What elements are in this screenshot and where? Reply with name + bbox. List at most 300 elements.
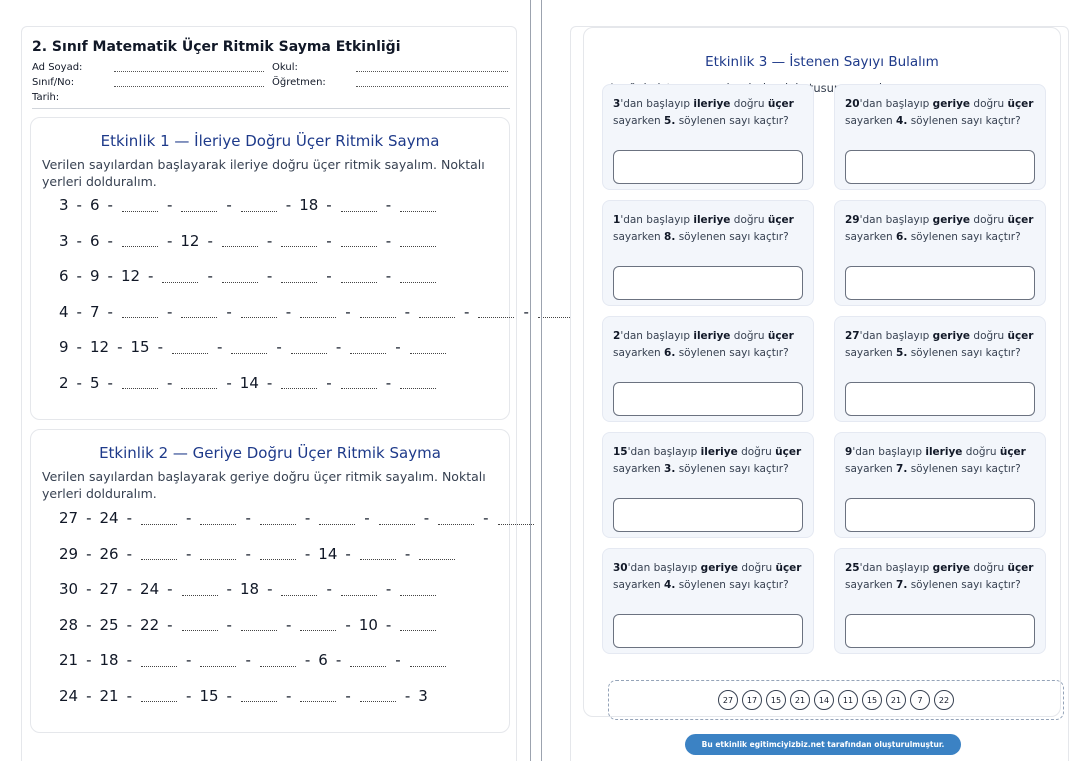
question-part: 3 (613, 98, 621, 110)
info-row-date (32, 91, 510, 104)
question-part: sayarken (845, 347, 893, 359)
dash-separator: - (186, 651, 192, 669)
dash-separator: - (385, 231, 392, 250)
page-divider (530, 0, 531, 761)
question-card (834, 84, 1046, 190)
question-part: üçer (767, 214, 794, 226)
given-number: 14 (318, 544, 338, 563)
given-number: 24 (99, 509, 119, 527)
question-text (613, 96, 809, 130)
dash-separator: - (226, 196, 232, 214)
answer-blank[interactable] (162, 270, 198, 283)
given-number: 28 (59, 615, 79, 634)
question-part: üçer (775, 562, 802, 574)
question-part: 20 (845, 98, 860, 110)
answer-chip: 11 (838, 690, 858, 710)
dash-separator: - (245, 544, 251, 563)
dash-separator: - (148, 267, 154, 285)
answer-blank[interactable] (341, 376, 377, 389)
answer-blank[interactable] (181, 305, 217, 318)
activity1-row (53, 336, 453, 358)
question-part: geriye (932, 562, 971, 574)
question-part: doğru (973, 98, 1005, 110)
dash-separator: - (207, 231, 213, 250)
answer-blank[interactable] (300, 618, 336, 631)
answer-blank[interactable] (200, 547, 236, 560)
given-number: 3 (59, 231, 69, 250)
question-part: 25 (845, 562, 860, 574)
dash-separator: - (157, 338, 163, 356)
given-number: 25 (99, 615, 119, 634)
question-part: 7. (896, 579, 908, 591)
question-card (834, 200, 1046, 306)
activity1-description: Verilen sayılardan başlayarak ileriye doğru üçer ritmik sayalım. Noktalı yerleri dolduralım. (42, 157, 485, 189)
answer-blank[interactable] (341, 583, 377, 596)
dash-separator: - (266, 267, 273, 285)
answer-blank[interactable] (281, 583, 317, 596)
question-text (845, 560, 1041, 594)
answer-blank[interactable] (300, 305, 336, 318)
activity1-row (53, 194, 443, 216)
question-part: 7. (896, 463, 908, 475)
given-number: 12 (89, 338, 110, 356)
name-label: Ad Soyad: (32, 62, 83, 73)
activity2-row (53, 578, 443, 600)
answer-blank[interactable] (122, 376, 158, 389)
activity2-row (53, 507, 541, 529)
question-text (613, 212, 809, 246)
given-number: 22 (140, 615, 160, 634)
activity2-row (53, 685, 434, 707)
question-part: ileriye (700, 446, 738, 458)
answer-box[interactable] (845, 498, 1035, 532)
answer-blank[interactable] (260, 512, 296, 525)
dash-separator: - (186, 509, 192, 527)
dash-separator: - (335, 651, 342, 669)
question-part: 6. (664, 347, 676, 359)
dash-separator: - (86, 686, 92, 705)
dash-separator: - (207, 267, 213, 285)
answer-blank[interactable] (341, 234, 377, 247)
question-part: sayarken (613, 115, 661, 127)
answer-box[interactable] (613, 498, 803, 532)
header-separator (32, 108, 510, 109)
answer-blank[interactable] (222, 270, 258, 283)
question-part: 30 (613, 562, 628, 574)
answer-blank[interactable] (410, 654, 446, 667)
activity1-title: Etkinlik 1 — İleriye Doğru Üçer Ritmik Sayma (100, 132, 440, 150)
dash-separator: - (267, 580, 273, 598)
answer-blank[interactable] (538, 305, 574, 318)
dash-separator: - (404, 544, 411, 563)
dash-separator: - (345, 544, 351, 563)
question-part: 15 (613, 446, 628, 458)
answer-box[interactable] (845, 382, 1035, 416)
question-part: üçer (767, 330, 794, 342)
dash-separator: - (126, 544, 133, 563)
dash-separator: - (404, 302, 411, 321)
answer-blank[interactable] (241, 305, 277, 318)
question-card (602, 200, 814, 306)
dash-separator: - (523, 302, 529, 321)
dash-separator: - (117, 338, 123, 356)
question-part: söylenen sayı kaçtır? (910, 347, 1021, 359)
dash-separator: - (423, 509, 430, 527)
dash-separator: - (385, 373, 392, 392)
question-part: 1 (613, 214, 621, 226)
question-part: 'dan başlayıp (620, 98, 691, 110)
question-card (834, 432, 1046, 538)
class-field[interactable] (114, 86, 264, 87)
given-number: 15 (199, 686, 219, 705)
answer-blank[interactable] (341, 270, 377, 283)
answer-blank[interactable] (300, 689, 336, 702)
question-part: doğru (973, 562, 1005, 574)
answer-blank[interactable] (181, 199, 217, 212)
question-part: 'dan başlayıp (627, 562, 698, 574)
question-part: söylenen sayı kaçtır? (910, 463, 1021, 475)
question-part: 5. (664, 115, 676, 127)
answer-blank[interactable] (141, 547, 177, 560)
dash-separator: - (166, 373, 173, 392)
question-part: söylenen sayı kaçtır? (678, 115, 789, 127)
dash-separator: - (107, 373, 113, 392)
question-part: doğru (973, 214, 1005, 226)
dash-separator: - (226, 373, 232, 392)
activity2-row (53, 543, 462, 565)
dash-separator: - (464, 302, 470, 321)
activity1-row (53, 372, 443, 394)
question-part: üçer (999, 446, 1026, 458)
given-number: 3 (418, 686, 428, 705)
dash-separator: - (76, 338, 82, 356)
answer-blank[interactable] (400, 376, 436, 389)
answer-box[interactable] (845, 266, 1035, 300)
dash-separator: - (86, 651, 92, 669)
dash-separator: - (76, 302, 82, 321)
activity3-title: Etkinlik 3 — İstenen Sayıyı Bulalım (705, 54, 939, 70)
question-text (845, 96, 1041, 130)
dash-separator: - (304, 651, 311, 669)
answer-blank[interactable] (260, 654, 296, 667)
answer-blank[interactable] (419, 547, 455, 560)
answer-blank[interactable] (400, 270, 436, 283)
question-part: geriye (932, 330, 971, 342)
answer-blank[interactable] (141, 654, 177, 667)
answer-blank[interactable] (200, 654, 236, 667)
answer-blank[interactable] (182, 618, 218, 631)
activity3-card (583, 27, 1061, 717)
question-text (613, 328, 809, 362)
given-number: 12 (180, 231, 200, 250)
answer-blank[interactable] (172, 341, 208, 354)
dash-separator: - (345, 302, 351, 321)
answer-blank[interactable] (260, 547, 296, 560)
worksheet-left-page (21, 26, 529, 761)
answer-box[interactable] (845, 150, 1035, 184)
question-text (845, 328, 1041, 362)
answer-blank[interactable] (319, 512, 355, 525)
question-card (602, 432, 814, 538)
worksheet-title: 2. Sınıf Matematik Üçer Ritmik Sayma Etkinliği (32, 39, 401, 55)
dash-separator: - (186, 686, 192, 705)
dash-separator: - (326, 231, 332, 250)
dash-separator: - (404, 686, 411, 705)
answer-box[interactable] (613, 150, 803, 184)
question-text (845, 444, 1041, 478)
dash-separator: - (385, 615, 392, 634)
given-number: 2 (59, 373, 69, 392)
answer-box[interactable] (613, 614, 803, 648)
question-part: ileriye (925, 446, 963, 458)
answer-blank[interactable] (419, 305, 455, 318)
dash-separator: - (326, 196, 332, 214)
activity1-row (53, 265, 443, 287)
dash-separator: - (86, 615, 92, 634)
activity2-description: Verilen sayılardan başlayarak geriye doğru üçer ritmik sayalım. Noktalı yerleri dolduralım. (42, 469, 486, 501)
school-field[interactable] (356, 71, 508, 72)
dash-separator: - (86, 580, 92, 598)
dash-separator: - (364, 509, 370, 527)
dash-separator: - (483, 509, 489, 527)
question-part: doğru (733, 330, 765, 342)
answer-blank[interactable] (231, 341, 267, 354)
teacher-field[interactable] (356, 86, 508, 87)
answer-blank[interactable] (360, 689, 396, 702)
dash-separator: - (395, 651, 401, 669)
question-part: sayarken (613, 231, 661, 243)
given-number: 6 (89, 231, 100, 250)
question-part: sayarken (613, 463, 661, 475)
dash-separator: - (345, 615, 351, 634)
answer-blank[interactable] (122, 305, 158, 318)
dash-separator: - (276, 338, 282, 356)
activity2-row (53, 649, 453, 671)
question-part: sayarken (845, 231, 893, 243)
dash-separator: - (76, 267, 82, 285)
answer-blank[interactable] (360, 305, 396, 318)
answer-blank[interactable] (400, 234, 436, 247)
answer-chip: 7 (910, 690, 930, 710)
question-part: 4. (896, 115, 908, 127)
dash-separator: - (86, 544, 92, 563)
dash-separator: - (166, 231, 173, 250)
given-number: 24 (59, 686, 79, 705)
answer-blank[interactable] (400, 583, 436, 596)
question-part: üçer (1007, 214, 1034, 226)
answer-bank (608, 680, 1064, 720)
answer-blank[interactable] (182, 583, 218, 596)
answer-blank[interactable] (241, 618, 277, 631)
teacher-label: Öğretmen: (272, 77, 326, 88)
answer-blank[interactable] (478, 305, 514, 318)
given-number: 14 (239, 373, 259, 392)
question-part: doğru (973, 330, 1005, 342)
dash-separator: - (245, 509, 251, 527)
question-card (834, 548, 1046, 654)
question-part: sayarken (845, 579, 893, 591)
given-number: 3 (59, 196, 69, 214)
answer-chip: 17 (742, 690, 762, 710)
answer-blank[interactable] (281, 234, 317, 247)
answer-chip: 21 (790, 690, 810, 710)
dash-separator: - (126, 686, 133, 705)
dash-separator: - (186, 544, 192, 563)
answer-blank[interactable] (122, 234, 158, 247)
dash-separator: - (76, 373, 82, 392)
question-text (613, 444, 809, 478)
answer-blank[interactable] (200, 512, 236, 525)
given-number: 6 (318, 651, 328, 669)
question-part: 3. (664, 463, 676, 475)
dash-separator: - (166, 302, 173, 321)
question-text (845, 212, 1041, 246)
answer-blank[interactable] (350, 654, 386, 667)
question-part: doğru (741, 446, 772, 458)
activity2-card (30, 429, 510, 733)
dash-separator: - (126, 580, 133, 598)
activity3-instruction: kutusuna (795, 81, 849, 95)
question-part: 'dan başlayıp (859, 214, 930, 226)
dash-separator: - (86, 509, 92, 527)
question-part: 29 (845, 214, 860, 226)
question-part: söylenen sayı kaçtır? (678, 231, 789, 243)
activity1-row (53, 301, 581, 323)
answer-chip: 14 (814, 690, 834, 710)
given-number: 15 (130, 338, 150, 356)
answer-blank[interactable] (281, 270, 317, 283)
question-part: 27 (845, 330, 860, 342)
answer-chip: 15 (862, 690, 882, 710)
question-part: doğru (733, 214, 765, 226)
question-part: söylenen sayı kaçtır? (910, 231, 1021, 243)
dash-separator: - (107, 302, 113, 321)
answer-box[interactable] (613, 382, 803, 416)
activity1-card (30, 117, 529, 420)
given-number: 4 (59, 302, 69, 321)
answer-blank[interactable] (341, 199, 377, 212)
question-card (834, 316, 1046, 422)
dash-separator: - (326, 267, 332, 285)
answer-blank[interactable] (241, 689, 277, 702)
dash-separator: - (266, 231, 273, 250)
given-number: 5 (89, 373, 100, 392)
question-part: 6. (896, 231, 908, 243)
answer-blank[interactable] (400, 199, 436, 212)
given-number: 18 (99, 651, 119, 669)
dash-separator: - (326, 580, 332, 598)
answer-chip: 22 (934, 690, 954, 710)
dash-separator: - (326, 373, 332, 392)
answer-blank[interactable] (360, 547, 396, 560)
activity2-title: Etkinlik 2 — Geriye Doğru Üçer Ritmik Sayma (99, 444, 441, 462)
dash-separator: - (126, 509, 133, 527)
question-part: 'dan başlayıp (859, 98, 930, 110)
school-label: Okul: (272, 62, 298, 73)
dash-separator: - (285, 302, 292, 321)
question-part: 2 (613, 330, 621, 342)
question-part: ileriye (693, 98, 731, 110)
question-part: 8. (664, 231, 676, 243)
info-row-name (32, 61, 510, 74)
question-part: doğru (965, 446, 997, 458)
dash-separator: - (217, 338, 223, 356)
dash-separator: - (245, 651, 251, 669)
given-number: 27 (59, 509, 79, 527)
answer-blank[interactable] (122, 199, 158, 212)
dash-separator: - (107, 196, 113, 214)
answer-blank[interactable] (350, 341, 386, 354)
question-part: söylenen sayı kaçtır? (678, 463, 789, 475)
question-part: söylenen sayı kaçtır? (678, 579, 789, 591)
answer-blank[interactable] (498, 512, 534, 525)
answer-blank[interactable] (281, 376, 317, 389)
given-number: 27 (99, 580, 119, 598)
given-number: 18 (299, 196, 319, 214)
question-part: üçer (1007, 562, 1034, 574)
dash-separator: - (266, 373, 273, 392)
question-part: üçer (767, 98, 794, 110)
page-divider (541, 0, 542, 761)
answer-blank[interactable] (141, 512, 177, 525)
given-number: 24 (140, 580, 160, 598)
given-number: 21 (99, 686, 119, 705)
answer-chip: 21 (886, 690, 906, 710)
activity1-row (53, 230, 443, 252)
question-part: 'dan başlayıp (859, 330, 930, 342)
answer-blank[interactable] (141, 689, 177, 702)
answer-blank[interactable] (379, 512, 415, 525)
answer-blank[interactable] (410, 341, 446, 354)
dash-separator: - (226, 302, 232, 321)
answer-blank[interactable] (241, 199, 277, 212)
question-part: ileriye (693, 214, 731, 226)
answer-blank[interactable] (181, 376, 217, 389)
answer-box[interactable] (613, 266, 803, 300)
dash-separator: - (385, 580, 392, 598)
dash-separator: - (385, 267, 392, 285)
dash-separator: - (76, 196, 82, 214)
footer-credit: Bu etkinlik egitimciyizbiz.net tarafından oluşturulmuştur. (685, 734, 961, 755)
answer-blank[interactable] (222, 234, 258, 247)
question-part: söylenen sayı kaçtır? (678, 347, 789, 359)
given-number: 6 (89, 196, 100, 214)
answer-blank[interactable] (400, 618, 436, 631)
dash-separator: - (226, 615, 232, 634)
answer-box[interactable] (845, 614, 1035, 648)
name-field[interactable] (114, 71, 264, 72)
question-part: 5. (896, 347, 908, 359)
dash-separator: - (304, 544, 311, 563)
given-number: 7 (89, 302, 100, 321)
question-card (602, 316, 814, 422)
dash-separator: - (76, 231, 82, 250)
dash-separator: - (126, 651, 133, 669)
dash-separator: - (385, 196, 392, 214)
dash-separator: - (285, 615, 292, 634)
given-number: 21 (59, 651, 79, 669)
dash-separator: - (226, 686, 232, 705)
worksheet-right-page (570, 26, 1069, 761)
dash-separator: - (304, 509, 311, 527)
answer-blank[interactable] (438, 512, 474, 525)
dash-separator: - (126, 615, 133, 634)
answer-blank[interactable] (291, 341, 327, 354)
dash-separator: - (285, 686, 292, 705)
question-part: doğru (733, 98, 765, 110)
question-part: üçer (1007, 98, 1034, 110)
question-part: 'dan başlayıp (620, 214, 691, 226)
